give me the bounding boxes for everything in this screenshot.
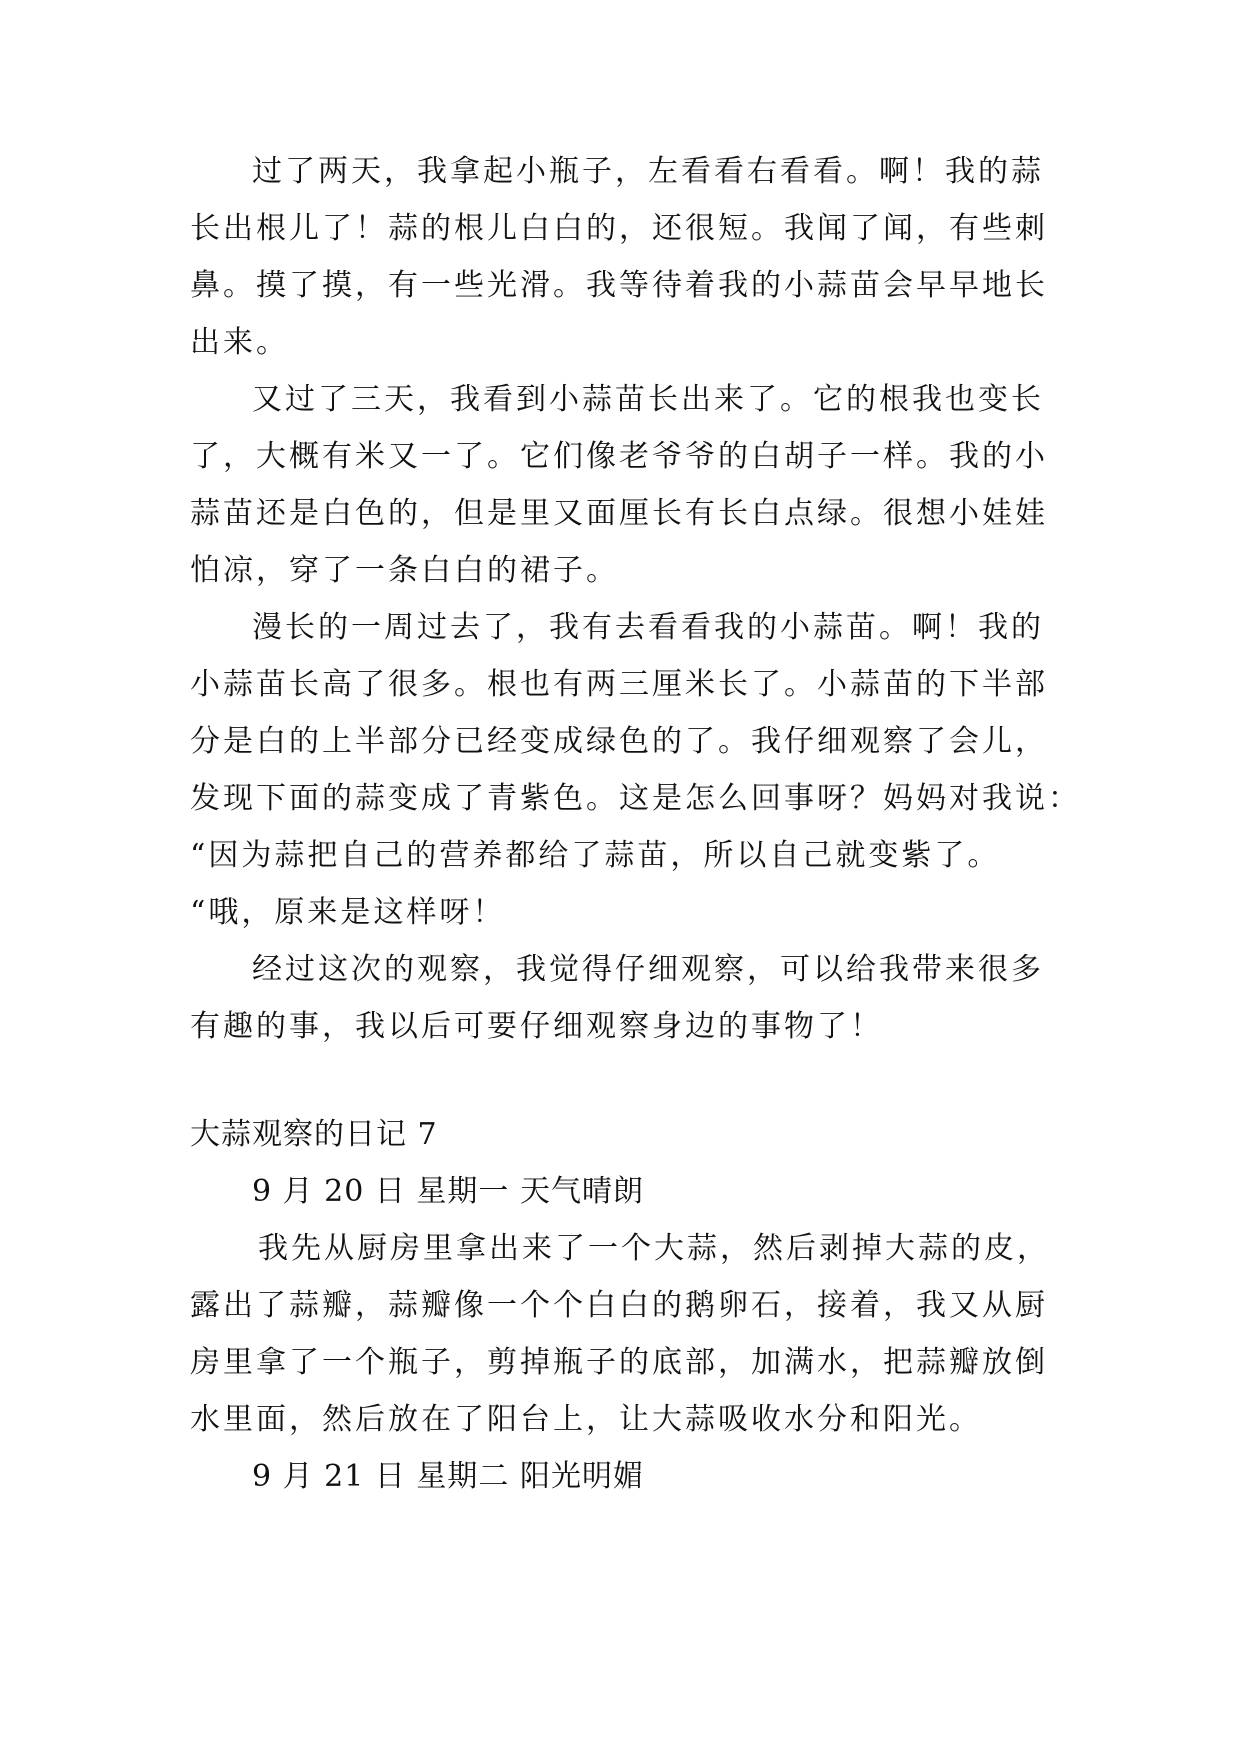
paragraph-line: 鼻。摸了摸，有一些光滑。我等待着我的小蒜苗会早早地长 (190, 268, 1048, 303)
section-heading: 大蒜观察的日记 7 (190, 1117, 438, 1152)
diary-date-line: 9 月 21 日 星期二 阳光明媚 (252, 1459, 644, 1494)
paragraph-line: 我先从厨房里拿出来了一个大蒜，然后剥掉大蒜的皮， (258, 1231, 1050, 1266)
paragraph-line: 发现下面的蒜变成了青紫色。这是怎么回事呀？妈妈对我说： (190, 781, 1081, 816)
paragraph-line: 经过这次的观察，我觉得仔细观察，可以给我带来很多 (252, 952, 1044, 987)
paragraph-line: 长出根儿了！蒜的根儿白白的，还很短。我闻了闻，有些刺 (190, 211, 1048, 246)
paragraph-line: 又过了三天，我看到小蒜苗长出来了。它的根我也变长 (252, 382, 1044, 417)
diary-date-line: 9 月 20 日 星期一 天气晴朗 (252, 1174, 644, 1209)
paragraph-line: 有趣的事，我以后可要仔细观察身边的事物了！ (190, 1009, 883, 1044)
paragraph-line: 蒜苗还是白色的，但是里又面厘长有长白点绿。很想小娃娃 (190, 496, 1048, 531)
paragraph-line: 小蒜苗长高了很多。根也有两三厘米长了。小蒜苗的下半部 (190, 667, 1048, 702)
paragraph-line: 出来。 (190, 325, 289, 360)
paragraph-line: “哦，原来是这样呀！ (190, 895, 506, 930)
paragraph-line: 水里面，然后放在了阳台上，让大蒜吸收水分和阳光。 (190, 1402, 982, 1437)
paragraph-line: 漫长的一周过去了，我有去看看我的小蒜苗。啊！我的 (252, 610, 1044, 645)
paragraph-line: 房里拿了一个瓶子，剪掉瓶子的底部，加满水，把蒜瓣放倒 (190, 1345, 1048, 1380)
paragraph-line: 过了两天，我拿起小瓶子，左看看右看看。啊！我的蒜 (252, 154, 1044, 189)
paragraph-line: 了，大概有米又一了。它们像老爷爷的白胡子一样。我的小 (190, 439, 1048, 474)
paragraph-line: 露出了蒜瓣，蒜瓣像一个个白白的鹅卵石，接着，我又从厨 (190, 1288, 1048, 1323)
paragraph-line: “因为蒜把自己的营养都给了蒜苗，所以自己就变紫了。 (190, 838, 1001, 873)
paragraph-line: 怕凉，穿了一条白白的裙子。 (190, 553, 619, 588)
paragraph-line: 分是白的上半部分已经变成绿色的了。我仔细观察了会儿， (190, 724, 1048, 759)
